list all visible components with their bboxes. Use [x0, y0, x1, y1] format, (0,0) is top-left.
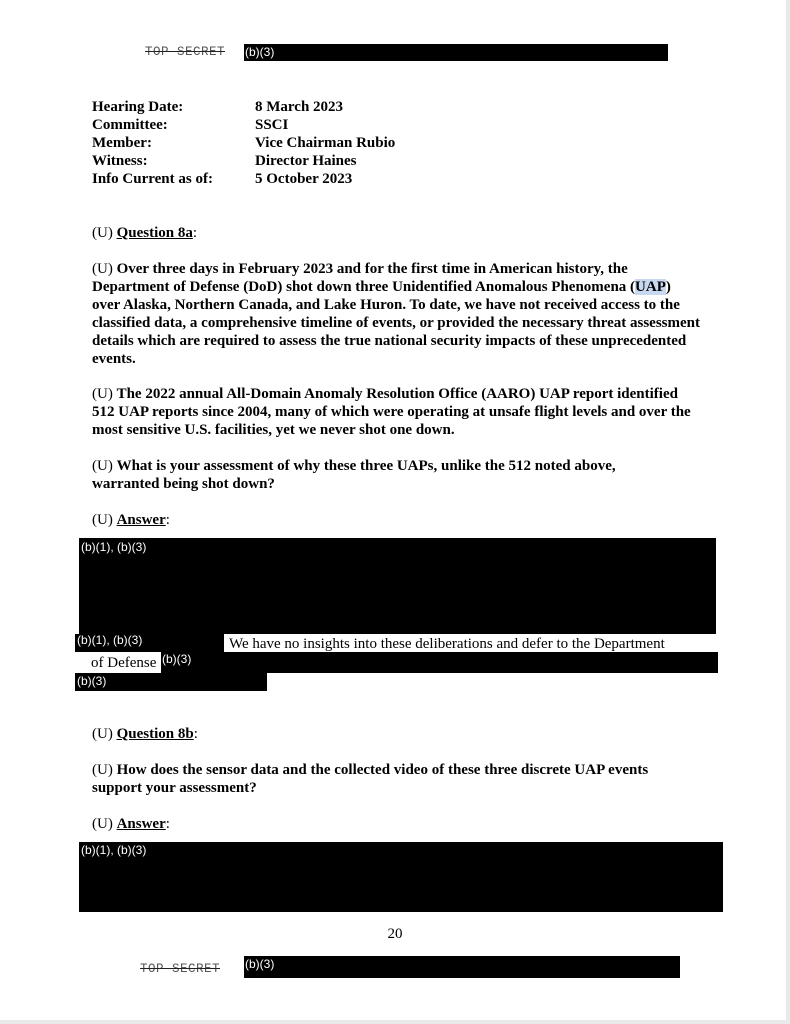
paragraph-text: ) over Alaska, Northern Canada, and Lake Huron. To date, we have not received access to the classified data, a comprehensive timeline of events, or provided the necessary threat assessment details which are required to assess the true national security impacts of these unprecedented events.	[92, 279, 700, 367]
paragraph-text: What is your assessment of why these three UAPs, unlike the 512 noted above, warranted being shot down?	[92, 458, 616, 492]
question-8b-paragraph	[92, 761, 682, 797]
metadata-row	[92, 116, 395, 134]
redaction-code: (b)(3)	[162, 652, 192, 666]
answer-text: of Defense	[91, 655, 157, 671]
redaction-code: (b)(1), (b)(3)	[77, 633, 143, 647]
classification-prefix: (U)	[92, 261, 113, 277]
classification-prefix: (U)	[92, 458, 113, 474]
metadata-row	[92, 134, 395, 152]
question-8a-paragraph-3	[92, 457, 652, 493]
redaction-block	[79, 538, 716, 634]
answer-heading: (U) Answer:	[92, 816, 170, 832]
classification-prefix: (U)	[92, 726, 113, 742]
metadata-label: Hearing Date:	[92, 99, 184, 115]
question-8b-heading: (U) Question 8b:	[92, 726, 198, 742]
redaction-code: (b)(1), (b)(3)	[81, 540, 147, 554]
question-8a-heading: (U) Question 8a:	[92, 225, 198, 241]
classification-prefix: (U)	[92, 386, 113, 402]
redaction-code: (b)(3)	[245, 957, 275, 971]
paragraph-text: How does the sensor data and the collected video of these three discrete UAP events support your assessment?	[92, 762, 649, 796]
question-8a-paragraph-1	[92, 260, 702, 368]
metadata-label: Member:	[92, 135, 152, 151]
question-label: Question 8a	[116, 225, 193, 241]
answer-heading: (U) Answer:	[92, 512, 170, 528]
hearing-metadata	[92, 98, 395, 188]
metadata-row	[92, 152, 395, 170]
metadata-value: 8 March 2023	[255, 99, 344, 115]
page-edge	[0, 1020, 790, 1024]
redaction-code: (b)(1), (b)(3)	[81, 843, 147, 857]
classification-prefix: (U)	[92, 762, 113, 778]
redaction-block	[79, 842, 723, 912]
metadata-row	[92, 98, 395, 116]
metadata-label: Witness:	[92, 153, 148, 169]
answer-text: We have no insights into these deliberations and defer to the Department	[229, 636, 665, 652]
redaction-block	[244, 44, 668, 61]
metadata-label: Committee:	[92, 117, 168, 133]
redaction-code: (b)(3)	[245, 45, 275, 59]
metadata-row	[92, 170, 395, 188]
redaction-code: (b)(3)	[77, 674, 107, 688]
metadata-label: Info Current as of:	[92, 171, 213, 187]
page-number: 20	[387, 926, 403, 942]
classification-marking: TOP SECRET	[145, 45, 226, 59]
highlighted-text: UAP	[635, 279, 666, 295]
classification-prefix: (U)	[92, 225, 113, 241]
metadata-value: Vice Chairman Rubio	[255, 135, 396, 151]
question-label: Question 8b	[116, 726, 194, 742]
page-edge	[786, 0, 790, 1024]
classification-marking: TOP SECRET	[140, 962, 221, 976]
classification-prefix: (U)	[92, 512, 113, 528]
metadata-value: Director Haines	[255, 153, 357, 169]
answer-label: Answer	[116, 512, 166, 528]
question-8a-paragraph-2	[92, 385, 702, 439]
metadata-value: 5 October 2023	[255, 171, 353, 187]
metadata-value: SSCI	[255, 117, 289, 133]
answer-label: Answer	[116, 816, 166, 832]
redaction-block	[161, 652, 718, 673]
paragraph-text: Over three days in February 2023 and for the first time in American history, the Department of Defense (DoD) shot down three Unidentified Anomalous Phenomena (	[92, 261, 636, 295]
paragraph-text: The 2022 annual All-Domain Anomaly Resolution Office (AARO) UAP report identified 512 UAP reports since 2004, many of which were operating at unsafe flight levels and over the most sensitive U.S. facilities, yet we never shot one down.	[92, 386, 691, 438]
classification-prefix: (U)	[92, 816, 113, 832]
redaction-block	[244, 956, 680, 978]
